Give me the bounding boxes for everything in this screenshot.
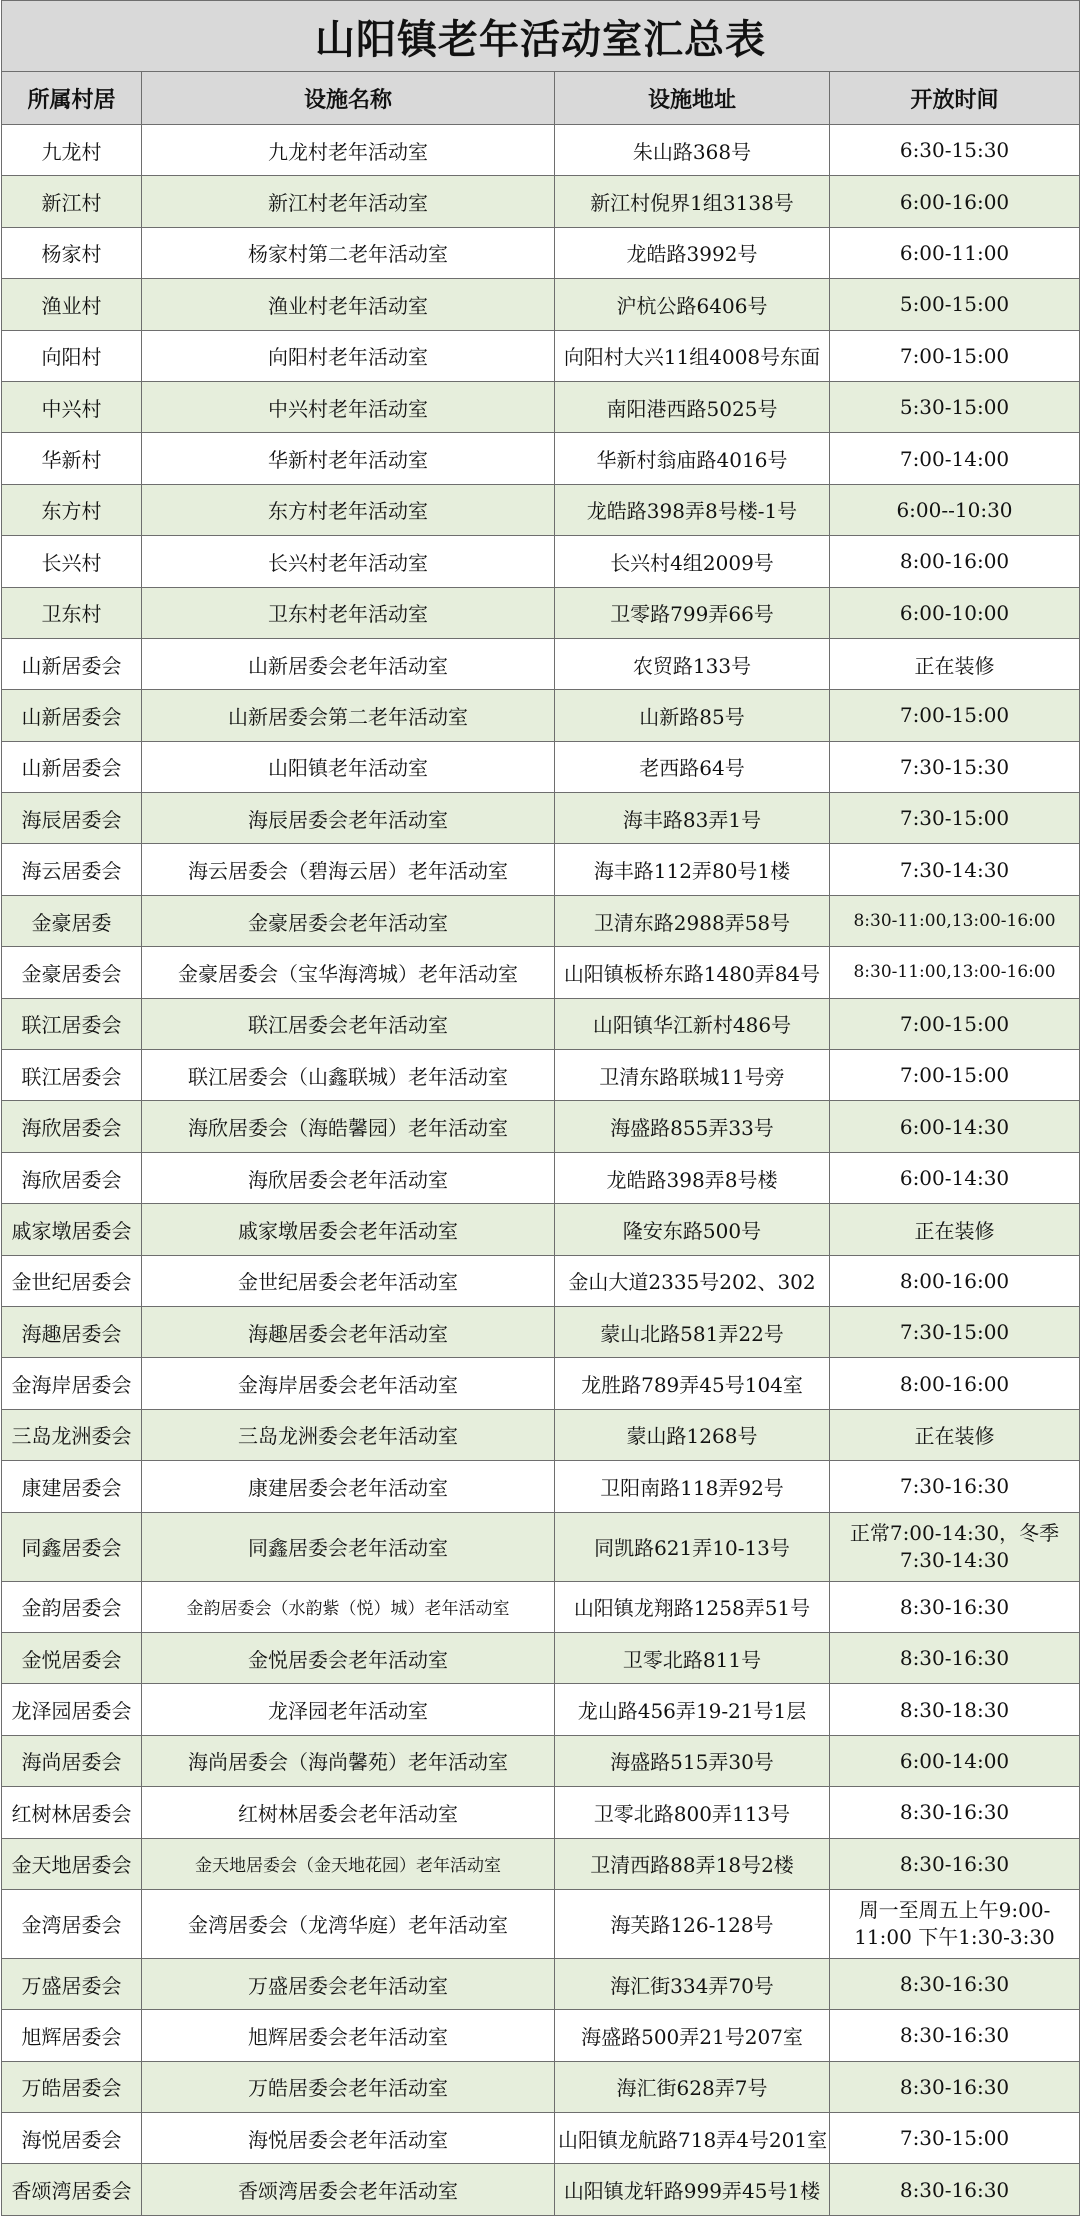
address-cell: 山新路85号 bbox=[555, 690, 830, 741]
table-row bbox=[2, 279, 1080, 330]
facility-cell: 金豪居委会（宝华海湾城）老年活动室 bbox=[142, 947, 555, 998]
table-row bbox=[2, 227, 1080, 278]
hours-cell: 8:30-11:00,13:00-16:00 bbox=[830, 895, 1080, 946]
facility-cell: 万皓居委会老年活动室 bbox=[142, 2061, 555, 2112]
village-cell: 旭辉居委会 bbox=[2, 2010, 142, 2061]
facility-cell: 海云居委会（碧海云居）老年活动室 bbox=[142, 844, 555, 895]
village-cell: 海尚居委会 bbox=[2, 1735, 142, 1786]
table-row bbox=[2, 1581, 1080, 1632]
hours-cell: 7:00-15:00 bbox=[830, 998, 1080, 1049]
address-cell: 海汇街628弄7号 bbox=[555, 2061, 830, 2112]
village-cell: 金湾居委会 bbox=[2, 1889, 142, 1958]
facility-cell: 红树林居委会老年活动室 bbox=[142, 1787, 555, 1838]
hours-cell: 6:00-10:00 bbox=[830, 587, 1080, 638]
address-cell: 卫零北路800弄113号 bbox=[555, 1787, 830, 1838]
table-row bbox=[2, 1889, 1080, 1958]
facility-cell: 华新村老年活动室 bbox=[142, 433, 555, 484]
table-row bbox=[2, 587, 1080, 638]
table-row bbox=[2, 330, 1080, 381]
table-row bbox=[2, 2061, 1080, 2112]
facility-cell: 海趣居委会老年活动室 bbox=[142, 1306, 555, 1357]
table-row bbox=[2, 690, 1080, 741]
village-cell: 海悦居委会 bbox=[2, 2113, 142, 2164]
facility-cell: 金天地居委会（金天地花园）老年活动室 bbox=[142, 1838, 555, 1889]
facility-cell: 康建居委会老年活动室 bbox=[142, 1461, 555, 1512]
address-cell: 山阳镇龙轩路999弄45号1楼 bbox=[555, 2164, 830, 2215]
address-cell: 卫阳南路118弄92号 bbox=[555, 1461, 830, 1512]
address-cell: 海盛路500弄21号207室 bbox=[555, 2010, 830, 2061]
hours-cell: 正在装修 bbox=[830, 638, 1080, 689]
hours-cell: 8:30-16:30 bbox=[830, 2164, 1080, 2215]
village-cell: 海辰居委会 bbox=[2, 793, 142, 844]
table-row bbox=[2, 638, 1080, 689]
hours-cell: 6:00--10:30 bbox=[830, 484, 1080, 535]
address-cell: 蒙山路1268号 bbox=[555, 1409, 830, 1460]
table-row bbox=[2, 844, 1080, 895]
facility-cell: 杨家村第二老年活动室 bbox=[142, 227, 555, 278]
table-row bbox=[2, 1684, 1080, 1735]
address-cell: 卫清东路联城11号旁 bbox=[555, 1050, 830, 1101]
facility-cell: 旭辉居委会老年活动室 bbox=[142, 2010, 555, 2061]
hours-cell: 6:00-14:00 bbox=[830, 1735, 1080, 1786]
address-cell: 山阳镇龙翔路1258弄51号 bbox=[555, 1581, 830, 1632]
hours-cell: 8:30-18:30 bbox=[830, 1684, 1080, 1735]
address-cell: 隆安东路500号 bbox=[555, 1204, 830, 1255]
address-cell: 卫清西路88弄18号2楼 bbox=[555, 1838, 830, 1889]
column-header-address: 设施地址 bbox=[555, 72, 830, 125]
facility-cell: 山阳镇老年活动室 bbox=[142, 741, 555, 792]
hours-cell: 7:00-14:00 bbox=[830, 433, 1080, 484]
hours-cell: 8:30-11:00,13:00-16:00 bbox=[830, 947, 1080, 998]
address-cell: 卫零路799弄66号 bbox=[555, 587, 830, 638]
table-title: 山阳镇老年活动室汇总表 bbox=[2, 1, 1080, 72]
table-row bbox=[2, 947, 1080, 998]
hours-cell: 8:30-16:30 bbox=[830, 1581, 1080, 1632]
village-cell: 戚家墩居委会 bbox=[2, 1204, 142, 1255]
facility-cell: 金湾居委会（龙湾华庭）老年活动室 bbox=[142, 1889, 555, 1958]
village-cell: 海欣居委会 bbox=[2, 1101, 142, 1152]
village-cell: 红树林居委会 bbox=[2, 1787, 142, 1838]
village-cell: 金韵居委会 bbox=[2, 1581, 142, 1632]
facility-cell: 渔业村老年活动室 bbox=[142, 279, 555, 330]
facility-cell: 戚家墩居委会老年活动室 bbox=[142, 1204, 555, 1255]
table-row bbox=[2, 1050, 1080, 1101]
address-cell: 山阳镇华江新村486号 bbox=[555, 998, 830, 1049]
table-row bbox=[2, 125, 1080, 176]
address-cell: 海丰路83弄1号 bbox=[555, 793, 830, 844]
facility-cell: 联江居委会老年活动室 bbox=[142, 998, 555, 1049]
village-cell: 联江居委会 bbox=[2, 1050, 142, 1101]
village-cell: 新江村 bbox=[2, 176, 142, 227]
address-cell: 山阳镇板桥东路1480弄84号 bbox=[555, 947, 830, 998]
hours-cell: 6:30-15:30 bbox=[830, 125, 1080, 176]
village-cell: 康建居委会 bbox=[2, 1461, 142, 1512]
hours-cell: 6:00-14:30 bbox=[830, 1101, 1080, 1152]
facility-cell: 龙泽园老年活动室 bbox=[142, 1684, 555, 1735]
address-cell: 卫清东路2988弄58号 bbox=[555, 895, 830, 946]
hours-cell: 7:30-15:00 bbox=[830, 793, 1080, 844]
hours-cell: 周一至周五上午9:00-11:00 下午1:30-3:30 bbox=[830, 1889, 1080, 1958]
facility-cell: 万盛居委会老年活动室 bbox=[142, 1958, 555, 2009]
table-row bbox=[2, 1512, 1080, 1581]
address-cell: 龙皓路398弄8号楼 bbox=[555, 1152, 830, 1203]
table-row bbox=[2, 381, 1080, 432]
facility-cell: 东方村老年活动室 bbox=[142, 484, 555, 535]
table-row bbox=[2, 1101, 1080, 1152]
hours-cell: 7:30-15:30 bbox=[830, 741, 1080, 792]
table-row bbox=[2, 741, 1080, 792]
village-cell: 中兴村 bbox=[2, 381, 142, 432]
address-cell: 海芙路126-128号 bbox=[555, 1889, 830, 1958]
hours-cell: 8:30-16:30 bbox=[830, 2010, 1080, 2061]
village-cell: 香颂湾居委会 bbox=[2, 2164, 142, 2215]
hours-cell: 7:00-15:00 bbox=[830, 1050, 1080, 1101]
table-row bbox=[2, 1358, 1080, 1409]
facility-cell: 金豪居委会老年活动室 bbox=[142, 895, 555, 946]
address-cell: 向阳村大兴11组4008号东面 bbox=[555, 330, 830, 381]
hours-cell: 正常7:00-14:30，冬季7:30-14:30 bbox=[830, 1512, 1080, 1581]
facility-cell: 海辰居委会老年活动室 bbox=[142, 793, 555, 844]
village-cell: 杨家村 bbox=[2, 227, 142, 278]
address-cell: 同凯路621弄10-13号 bbox=[555, 1512, 830, 1581]
village-cell: 龙泽园居委会 bbox=[2, 1684, 142, 1735]
hours-cell: 7:00-15:00 bbox=[830, 690, 1080, 741]
address-cell: 农贸路133号 bbox=[555, 638, 830, 689]
village-cell: 同鑫居委会 bbox=[2, 1512, 142, 1581]
facility-cell: 海欣居委会（海皓馨园）老年活动室 bbox=[142, 1101, 555, 1152]
village-cell: 东方村 bbox=[2, 484, 142, 535]
address-cell: 龙胜路789弄45号104室 bbox=[555, 1358, 830, 1409]
table-row bbox=[2, 793, 1080, 844]
village-cell: 长兴村 bbox=[2, 536, 142, 587]
activity-room-table bbox=[1, 0, 1080, 2216]
table-row bbox=[2, 1838, 1080, 1889]
address-cell: 龙皓路398弄8号楼-1号 bbox=[555, 484, 830, 535]
village-cell: 海趣居委会 bbox=[2, 1306, 142, 1357]
village-cell: 金天地居委会 bbox=[2, 1838, 142, 1889]
hours-cell: 正在装修 bbox=[830, 1204, 1080, 1255]
facility-cell: 长兴村老年活动室 bbox=[142, 536, 555, 587]
address-cell: 朱山路368号 bbox=[555, 125, 830, 176]
village-cell: 渔业村 bbox=[2, 279, 142, 330]
hours-cell: 7:00-15:00 bbox=[830, 330, 1080, 381]
facility-cell: 金世纪居委会老年活动室 bbox=[142, 1255, 555, 1306]
hours-cell: 5:00-15:00 bbox=[830, 279, 1080, 330]
village-cell: 卫东村 bbox=[2, 587, 142, 638]
hours-cell: 6:00-14:30 bbox=[830, 1152, 1080, 1203]
address-cell: 龙山路456弄19-21号1层 bbox=[555, 1684, 830, 1735]
village-cell: 金悦居委会 bbox=[2, 1632, 142, 1683]
facility-cell: 山新居委会老年活动室 bbox=[142, 638, 555, 689]
facility-cell: 海悦居委会老年活动室 bbox=[142, 2113, 555, 2164]
village-cell: 山新居委会 bbox=[2, 638, 142, 689]
village-cell: 金豪居委会 bbox=[2, 947, 142, 998]
address-cell: 海汇街334弄70号 bbox=[555, 1958, 830, 2009]
village-cell: 万皓居委会 bbox=[2, 2061, 142, 2112]
village-cell: 三岛龙洲委会 bbox=[2, 1409, 142, 1460]
address-cell: 长兴村4组2009号 bbox=[555, 536, 830, 587]
address-cell: 海丰路112弄80号1楼 bbox=[555, 844, 830, 895]
table-row bbox=[2, 1204, 1080, 1255]
address-cell: 山阳镇龙航路718弄4号201室 bbox=[555, 2113, 830, 2164]
address-cell: 卫零北路811号 bbox=[555, 1632, 830, 1683]
table-row bbox=[2, 1958, 1080, 2009]
facility-cell: 同鑫居委会老年活动室 bbox=[142, 1512, 555, 1581]
village-cell: 万盛居委会 bbox=[2, 1958, 142, 2009]
title-row bbox=[2, 1, 1080, 72]
table-row bbox=[2, 1787, 1080, 1838]
hours-cell: 8:00-16:00 bbox=[830, 1255, 1080, 1306]
facility-cell: 中兴村老年活动室 bbox=[142, 381, 555, 432]
table-row bbox=[2, 2164, 1080, 2215]
address-cell: 海盛路515弄30号 bbox=[555, 1735, 830, 1786]
address-cell: 海盛路855弄33号 bbox=[555, 1101, 830, 1152]
table-row bbox=[2, 1735, 1080, 1786]
village-cell: 金世纪居委会 bbox=[2, 1255, 142, 1306]
table-row bbox=[2, 536, 1080, 587]
table-row bbox=[2, 1152, 1080, 1203]
address-cell: 新江村倪界1组3138号 bbox=[555, 176, 830, 227]
table-row bbox=[2, 484, 1080, 535]
address-cell: 老西路64号 bbox=[555, 741, 830, 792]
village-cell: 向阳村 bbox=[2, 330, 142, 381]
hours-cell: 5:30-15:00 bbox=[830, 381, 1080, 432]
hours-cell: 7:30-16:30 bbox=[830, 1461, 1080, 1512]
table-row bbox=[2, 1409, 1080, 1460]
facility-cell: 金海岸居委会老年活动室 bbox=[142, 1358, 555, 1409]
table-row bbox=[2, 998, 1080, 1049]
table-row bbox=[2, 1255, 1080, 1306]
hours-cell: 8:30-16:30 bbox=[830, 1958, 1080, 2009]
hours-cell: 8:30-16:30 bbox=[830, 2061, 1080, 2112]
facility-cell: 联江居委会（山鑫联城）老年活动室 bbox=[142, 1050, 555, 1101]
table-row bbox=[2, 2113, 1080, 2164]
facility-cell: 卫东村老年活动室 bbox=[142, 587, 555, 638]
hours-cell: 6:00-16:00 bbox=[830, 176, 1080, 227]
hours-cell: 7:30-15:00 bbox=[830, 1306, 1080, 1357]
hours-cell: 8:30-16:30 bbox=[830, 1632, 1080, 1683]
hours-cell: 8:00-16:00 bbox=[830, 1358, 1080, 1409]
header-row bbox=[2, 72, 1080, 125]
facility-cell: 山新居委会第二老年活动室 bbox=[142, 690, 555, 741]
facility-cell: 海尚居委会（海尚馨苑）老年活动室 bbox=[142, 1735, 555, 1786]
hours-cell: 8:30-16:30 bbox=[830, 1787, 1080, 1838]
address-cell: 蒙山北路581弄22号 bbox=[555, 1306, 830, 1357]
hours-cell: 6:00-11:00 bbox=[830, 227, 1080, 278]
hours-cell: 7:30-15:00 bbox=[830, 2113, 1080, 2164]
village-cell: 九龙村 bbox=[2, 125, 142, 176]
address-cell: 龙皓路3992号 bbox=[555, 227, 830, 278]
village-cell: 联江居委会 bbox=[2, 998, 142, 1049]
village-cell: 海云居委会 bbox=[2, 844, 142, 895]
column-header-village: 所属村居 bbox=[2, 72, 142, 125]
table-row bbox=[2, 1632, 1080, 1683]
facility-cell: 海欣居委会老年活动室 bbox=[142, 1152, 555, 1203]
village-cell: 华新村 bbox=[2, 433, 142, 484]
hours-cell: 8:30-16:30 bbox=[830, 1838, 1080, 1889]
facility-cell: 新江村老年活动室 bbox=[142, 176, 555, 227]
facility-cell: 金韵居委会（水韵紫（悦）城）老年活动室 bbox=[142, 1581, 555, 1632]
village-cell: 金豪居委 bbox=[2, 895, 142, 946]
table-row bbox=[2, 2010, 1080, 2061]
facility-cell: 香颂湾居委会老年活动室 bbox=[142, 2164, 555, 2215]
table-row bbox=[2, 176, 1080, 227]
table-row bbox=[2, 433, 1080, 484]
village-cell: 山新居委会 bbox=[2, 690, 142, 741]
address-cell: 华新村翁庙路4016号 bbox=[555, 433, 830, 484]
table-row bbox=[2, 1461, 1080, 1512]
address-cell: 南阳港西路5025号 bbox=[555, 381, 830, 432]
address-cell: 金山大道2335号202、302 bbox=[555, 1255, 830, 1306]
facility-cell: 金悦居委会老年活动室 bbox=[142, 1632, 555, 1683]
column-header-hours: 开放时间 bbox=[830, 72, 1080, 125]
village-cell: 海欣居委会 bbox=[2, 1152, 142, 1203]
table-row bbox=[2, 895, 1080, 946]
address-cell: 沪杭公路6406号 bbox=[555, 279, 830, 330]
hours-cell: 8:00-16:00 bbox=[830, 536, 1080, 587]
facility-cell: 九龙村老年活动室 bbox=[142, 125, 555, 176]
hours-cell: 正在装修 bbox=[830, 1409, 1080, 1460]
facility-cell: 三岛龙洲委会老年活动室 bbox=[142, 1409, 555, 1460]
column-header-facility: 设施名称 bbox=[142, 72, 555, 125]
hours-cell: 7:30-14:30 bbox=[830, 844, 1080, 895]
table-row bbox=[2, 1306, 1080, 1357]
village-cell: 金海岸居委会 bbox=[2, 1358, 142, 1409]
facility-cell: 向阳村老年活动室 bbox=[142, 330, 555, 381]
village-cell: 山新居委会 bbox=[2, 741, 142, 792]
